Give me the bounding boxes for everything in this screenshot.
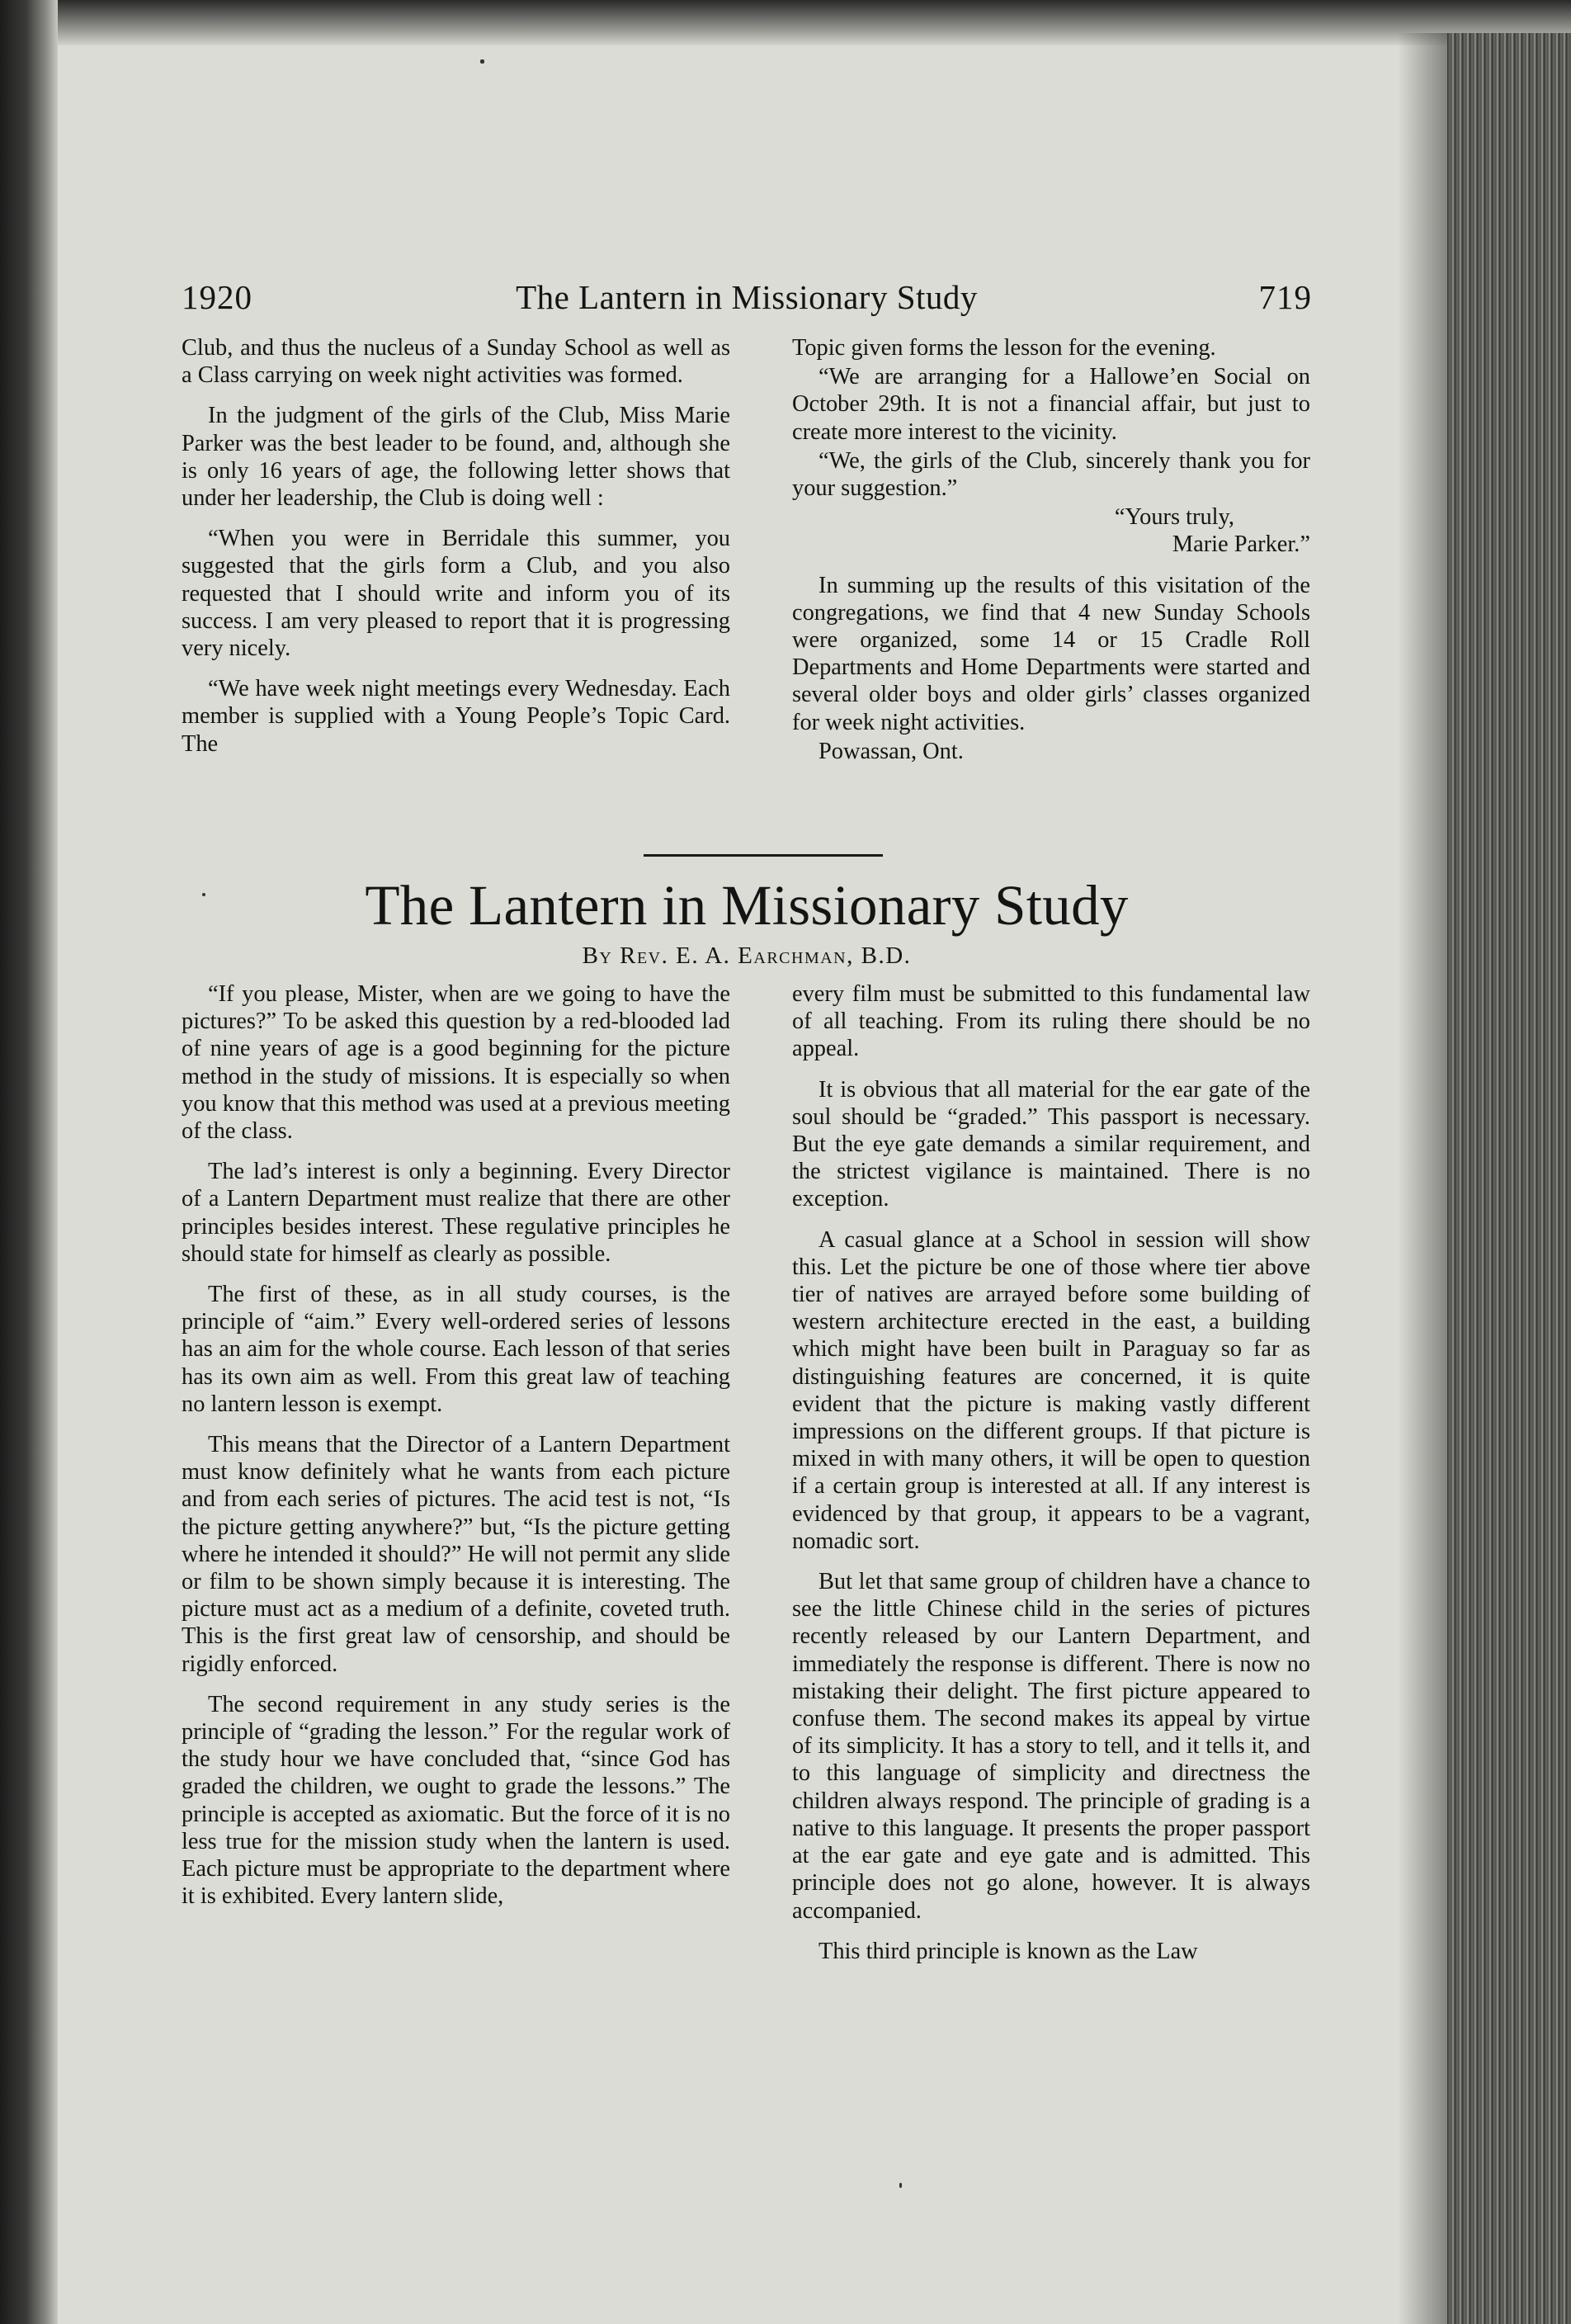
summary-paragraph: In summing up the results of this visitation of the congregations, we find that 4 new Sunday Schools were organized, some 14 or 15 Cradle Roll Departments and Home Departments were started and several older boys and older girls’ classes organized for week night activities. — [792, 572, 1310, 735]
paragraph: This means that the Director of a Lantern Department must know definitely what he wants from each picture and from each series of pictures. The acid test is not, “Is the picture getting anywhere?” but, “Is the picture getting where he intended it should?” He will not permit any slide or film to be shown simply because it is interesting. The picture must act as a medium of a definite, coveted truth. This is the first great law of censorship, and should be rigidly enforced. — [182, 1432, 730, 1677]
book-page-stack — [1447, 33, 1571, 2324]
article-right-column — [792, 980, 1310, 1978]
paragraph: The second requirement in any study series is the principle of “grading the lesson.” For the regular work of the study hour we have concluded that, “since God has graded the children, we ought to grade the lessons.” The principle is accepted as axiomatic. But the force of it is no less true for the mission study when the lantern is used. Each picture must be appropriate to the department where it is exhibited. Every lantern slide, — [182, 1691, 730, 1910]
article-left-column — [182, 980, 730, 1924]
letter-paragraph: “We are arranging for a Hallowe’en Social on October 29th. It is not a financial affair, but just to create more interest to the vicinity. — [792, 364, 1310, 445]
paragraph: The lad’s interest is only a beginning. Every Director of a Lantern Department must realize that there are other principles besides interest. These regulative principles he should state for himself as clearly as possible. — [182, 1159, 730, 1267]
dateline-place: Powassan, Ont. — [819, 738, 964, 764]
paragraph: A casual glance at a School in session will show this. Let the picture be one of those where tier above tier of natives are arrayed before some building of western architecture erected in the east, a building which might have been built in Paraguay so far as distinguishing features are concerned, it is quite evident that the picture is making vastly different impressions on the different groups. If that picture is mixed in with many others, it will be open to question if a certain group is interested at all. If any interest is evidenced by that group, it appears to be a vagrant, nomadic sort. — [792, 1226, 1310, 1554]
letter-paragraph: “We, the girls of the Club, sincerely thank you for your suggestion.” — [792, 447, 1310, 502]
article-title: The Lantern in Missionary Study — [365, 874, 1129, 937]
paragraph: In the judgment of the girls of the Club, Miss Marie Parker was the best leader to be found, and, although she is only 16 years of age, the following letter shows that under her leadership, the Club is doing well : — [182, 403, 730, 512]
page-curl-shadow — [1398, 33, 1447, 2324]
running-head — [182, 268, 1312, 326]
header-running-title: The Lantern in Missionary Study — [516, 278, 978, 316]
book-page — [74, 50, 1394, 2303]
previous-article-left-column — [182, 334, 730, 771]
paragraph: “If you please, Mister, when are we going to have the pictures?” To be asked this question by a red-blooded lad of nine years of age is a good beginning for the picture method in the study of missions. It is especially so when you know that this method was used at a previous meeting of the class. — [182, 981, 730, 1145]
article-byline: By Rev. E. A. Earchman, B.D. — [582, 942, 912, 969]
letter-signature: Marie Parker.” — [1172, 531, 1310, 558]
print-speck — [899, 2183, 902, 2188]
header-year: 1920 — [182, 278, 252, 316]
paragraph: Club, and thus the nucleus of a Sunday School as well as a Class carrying on week night activities was formed. — [182, 335, 730, 389]
letter-closing: “Yours truly, — [1114, 504, 1234, 531]
section-divider-rule — [644, 854, 883, 857]
paragraph: It is obvious that all material for the ear gate of the soul should be “graded.” This passport is necessary. But the eye gate demands a similar requirement, and the strictest vigilance is maintained. There is no exception. — [792, 1076, 1310, 1212]
letter-paragraph: “When you were in Berridale this summer, you suggested that the girls form a Club, and you also requested that I should write and inform you of its success. I am very pleased to report that it is progressing very nicely. — [182, 526, 730, 662]
paragraph-continuation: every film must be submitted to this fundamental law of all teaching. From its ruling there should be no appeal. — [792, 981, 1310, 1062]
scan-top-edge — [0, 0, 1571, 45]
scan-left-gutter — [0, 0, 58, 2324]
header-page-number: 719 — [1258, 278, 1312, 316]
paragraph: But let that same group of children have a chance to see the little Chinese child in the series of pictures recently released by our Lantern Department, and immediately the response is different. There is now no mistaking their delight. The first picture appeared to confuse them. The second makes its appeal by virtue of its simplicity. It has a story to tell, and it tells it, and to this language of simplicity and directness the children always respond. The principle of grading is a native to this language. It presents the proper passport at the ear gate and eye gate and is admitted. This principle does not go alone, however. It is always accompanied. — [792, 1569, 1310, 1924]
paragraph: The first of these, as in all study courses, is the principle of “aim.” Every well-ordered series of lessons has an aim for the whole course. Each lesson of that series has its own aim as well. From this great law of teaching no lantern lesson is exempt. — [182, 1282, 730, 1417]
letter-continuation: Topic given forms the lesson for the evening. — [792, 335, 1216, 361]
previous-article-right-column — [792, 334, 1310, 765]
print-speck — [480, 59, 484, 64]
paragraph: This third principle is known as the Law — [819, 1938, 1198, 1964]
letter-paragraph: “We have week night meetings every Wednesday. Each member is supplied with a Young People’s Topic Card. The — [182, 676, 730, 757]
print-speck — [202, 893, 205, 896]
